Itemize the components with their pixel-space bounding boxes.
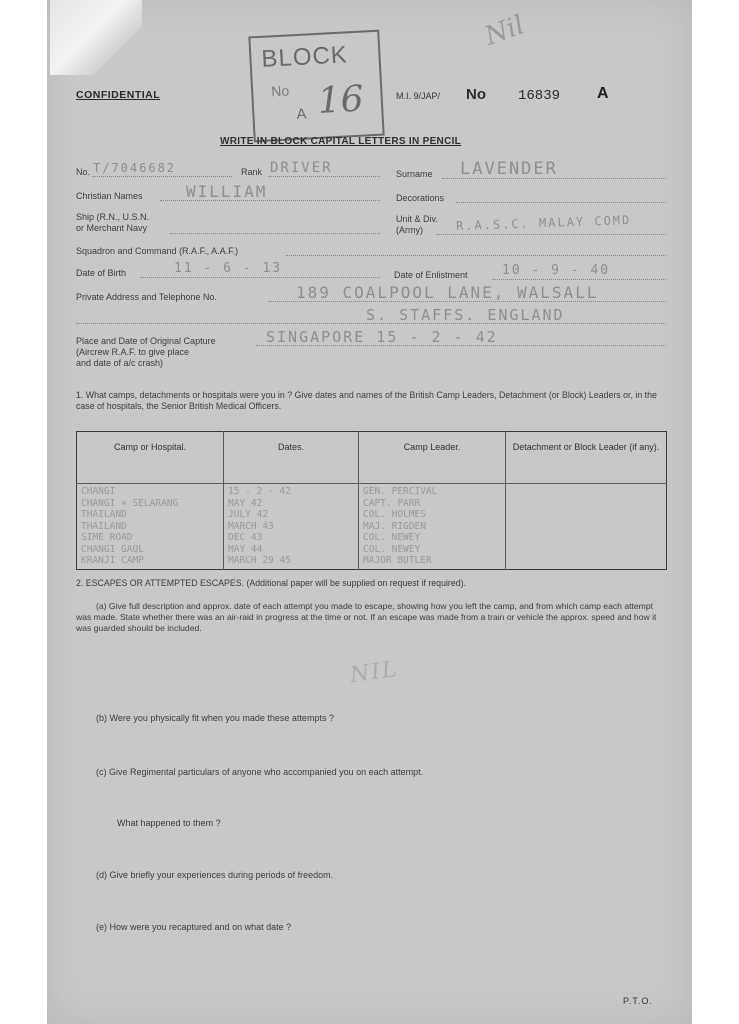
capture-label-1: Place and Date of Original Capture <box>76 336 216 346</box>
christian-names-label: Christian Names <box>76 191 143 201</box>
camps-table-header-row <box>77 432 667 484</box>
camps-table-body <box>77 484 667 570</box>
question-2c-followup: What happened to them ? <box>117 818 221 828</box>
column-leader-header: Camp Leader. <box>359 432 506 484</box>
form-serial-number: 16839 <box>518 88 561 104</box>
form-serial-suffix: A <box>597 85 609 102</box>
stamp-letter: A <box>296 105 307 124</box>
camp-entry: CHANGI <box>81 486 116 497</box>
form-number-label: No <box>466 86 486 103</box>
question-2a-text: (a) Give full description and approx. date of each attempt you made to escape, showing how you left the camp, and from which camp each attempt was made. State whether there was an air-raid in progress at the time or not. If an escape was made from a train or vehicle the approx. speed and how it was guarded should be included. <box>76 601 657 633</box>
rank-line <box>268 176 380 177</box>
camp-entry: THAILAND <box>81 520 127 532</box>
squadron-label: Squadron and Command (R.A.F., A.A.F.) <box>76 246 239 256</box>
instruction-heading: WRITE IN BLOCK CAPITAL LETTERS IN PENCIL <box>220 136 462 147</box>
column-camp-header: Camp or Hospital. <box>77 432 224 484</box>
detachment-list-cell <box>506 484 667 570</box>
question-2-heading: 2. ESCAPES OR ATTEMPTED ESCAPES. (Additional paper will be supplied on request if required). <box>76 578 467 588</box>
service-number-line <box>92 176 232 177</box>
stamp-block-text: BLOCK <box>260 41 349 73</box>
service-number-label: No. <box>76 167 91 177</box>
date-entry: MARCH 29 45 <box>228 555 291 566</box>
address-line-2: S. STAFFS. ENGLAND <box>366 306 565 324</box>
date-entry: 15 - 2 - 42 <box>228 486 291 497</box>
address-line-1: 189 COALPOOL LANE, WALSALL <box>296 283 599 302</box>
ship-label-2: or Merchant Navy <box>76 223 148 233</box>
decorations-line <box>456 202 666 203</box>
christian-names-value: WILLIAM <box>186 182 268 201</box>
date-entry: JULY 42 <box>228 509 269 520</box>
camps-table <box>76 431 667 570</box>
stamp-number: 16 <box>316 78 365 122</box>
camp-entry: CHANGI GAOL <box>81 543 144 555</box>
enlistment-label: Date of Enlistment <box>394 270 468 280</box>
rank-label: Rank <box>241 167 263 177</box>
camp-entry: THAILAND <box>81 509 127 520</box>
surname-value: LAVENDER <box>460 159 558 179</box>
ship-line <box>170 233 380 234</box>
camp-entry: KRANJI CAMP <box>81 555 144 566</box>
leader-entry: GEN. PERCIVAL <box>363 486 438 497</box>
block-stamp <box>248 30 384 143</box>
service-number-value: T/7046682 <box>93 161 177 175</box>
paper-clip-remnant <box>50 0 142 75</box>
column-detachment-header: Detachment or Block Leader (if any). <box>506 432 667 484</box>
camp-list-cell <box>77 484 224 570</box>
question-2e-text: (e) How were you recaptured and on what date ? <box>96 922 292 932</box>
please-turn-over: P.T.O. <box>623 996 653 1006</box>
rank-value: DRIVER <box>270 160 333 176</box>
unit-label-2: (Army) <box>396 225 423 235</box>
stamp-no-text: No <box>270 82 290 100</box>
question-2d-text: (d) Give briefly your experiences during periods of freedom. <box>96 870 334 880</box>
date-entry: DEC 43 <box>228 532 263 543</box>
date-entry: MAY 42 <box>228 497 263 509</box>
column-dates-header: Dates. <box>224 432 359 484</box>
camp-entry: CHANGI + SELARANG <box>81 497 179 509</box>
unit-line <box>436 234 666 235</box>
date-entry: MARCH 43 <box>228 520 274 532</box>
enlistment-line <box>492 279 666 280</box>
dob-line <box>140 277 380 278</box>
enlistment-value: 10 - 9 - 40 <box>502 263 611 278</box>
confidential-heading: CONFIDENTIAL <box>76 89 161 101</box>
unit-label-1: Unit & Div. <box>396 214 438 224</box>
question-1-text: 1. What camps, detachments or hospitals were you in ? Give dates and names of the British Camp Leaders, Detachment (or Block) Leaders or, in the case of hospitals, the Senior British Medical Officers. <box>76 390 657 411</box>
question-2b-text: (b) Were you physically fit when you made these attempts ? <box>96 713 334 723</box>
leader-entry: COL. NEWEY <box>363 532 421 543</box>
decorations-label: Decorations <box>396 193 445 203</box>
leaders-list-cell <box>359 484 506 570</box>
ship-label-1: Ship (R.N., U.S.N. <box>76 212 150 222</box>
capture-label-3: and date of a/c crash) <box>76 358 164 368</box>
date-entry: MAY 44 <box>228 543 263 555</box>
nil-annotation: Nil <box>481 10 529 52</box>
question-2a-answer: NIL <box>348 656 401 689</box>
unit-value: R.A.S.C. MALAY COMD <box>455 212 632 234</box>
leader-entry: MAJOR BUTLER <box>363 555 432 566</box>
dob-label: Date of Birth <box>76 268 127 278</box>
squadron-line <box>286 255 666 256</box>
surname-label: Surname <box>396 169 433 179</box>
leader-entry: COL. NEWEY <box>363 543 421 555</box>
form-reference: M.I. 9/JAP/ <box>396 91 441 101</box>
question-2c-text: (c) Give Regimental particulars of anyone who accompanied you on each attempt. <box>96 767 424 777</box>
camp-entry: SIME ROAD <box>81 532 133 543</box>
address-label: Private Address and Telephone No. <box>76 292 217 302</box>
capture-label-2: (Aircrew R.A.F. to give place <box>76 347 190 357</box>
leader-entry: MAJ. RIGDEN <box>363 520 426 532</box>
capture-value: SINGAPORE 15 - 2 - 42 <box>266 328 498 346</box>
dob-value: 11 - 6 - 13 <box>174 261 283 276</box>
leader-entry: CAPT. PARR <box>363 497 421 509</box>
dates-list-cell <box>224 484 359 570</box>
leader-entry: COL. HOLMES <box>363 509 426 520</box>
